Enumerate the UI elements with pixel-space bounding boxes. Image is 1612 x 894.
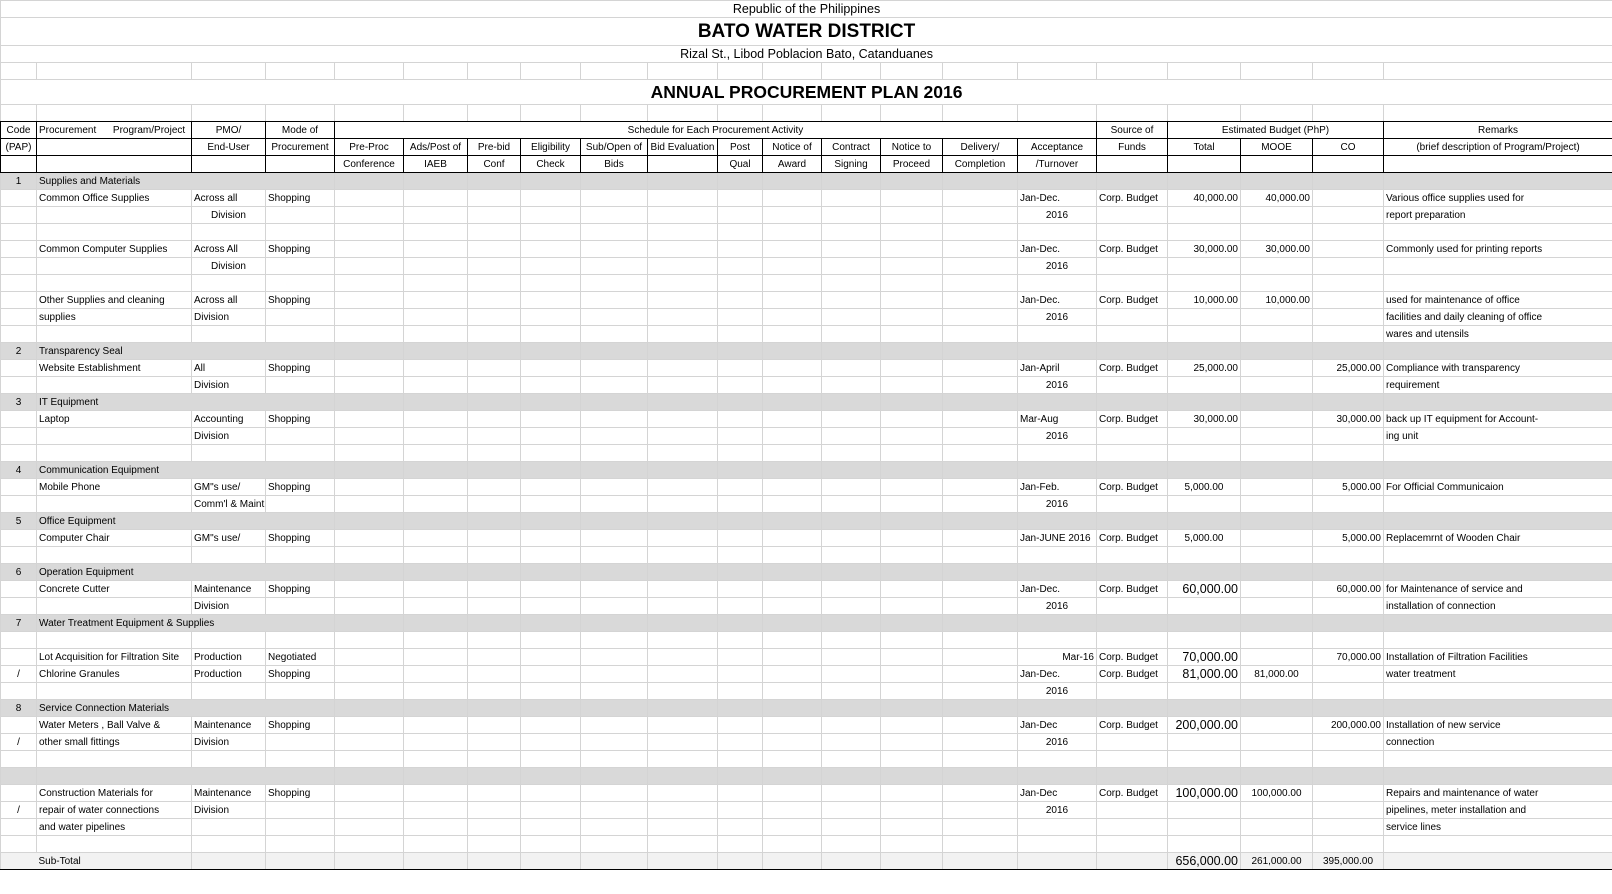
subtotal-row xyxy=(1,853,1612,870)
col-budget: Estimated Budget (PhP) xyxy=(1168,122,1384,139)
item-total: 40,000.00 xyxy=(1168,190,1241,207)
item-pmo: Maintenance xyxy=(192,785,266,802)
item-remarks-2: ing unit xyxy=(1384,428,1612,445)
item-remarks: water treatment xyxy=(1384,666,1612,683)
item-pmo-2: Division xyxy=(192,377,266,394)
item-acceptance-2: 2016 xyxy=(1018,734,1097,751)
table-row xyxy=(1,581,1612,598)
item-total: 30,000.00 xyxy=(1168,411,1241,428)
category-label: Supplies and Materials xyxy=(37,173,335,190)
item-mooe: 40,000.00 xyxy=(1241,190,1313,207)
table-row xyxy=(1,360,1612,377)
item-co: 25,000.00 xyxy=(1313,360,1384,377)
item-name: Water Meters , Ball Valve & xyxy=(37,717,192,734)
item-name: Laptop xyxy=(37,411,192,428)
item-source: Corp. Budget xyxy=(1097,411,1168,428)
subtotal-co: 395,000.00 xyxy=(1313,853,1384,870)
col-source: Source of xyxy=(1097,122,1168,139)
item-remarks: Installation of Filtration Facilities xyxy=(1384,649,1612,666)
item-name: Chlorine Granules xyxy=(37,666,192,683)
item-mode: Shopping xyxy=(266,785,335,802)
item-pmo-2: Division xyxy=(192,258,266,275)
item-remarks: For Official Communicaion xyxy=(1384,479,1612,496)
category-row xyxy=(1,394,1612,411)
item-co: 5,000.00 xyxy=(1313,479,1384,496)
item-mode: Shopping xyxy=(266,360,335,377)
item-mode: Shopping xyxy=(266,717,335,734)
item-acceptance-2: 2016 xyxy=(1018,496,1097,513)
category-label: Transparency Seal xyxy=(37,343,335,360)
col-code-sub: (PAP) xyxy=(1,139,37,156)
item-acceptance-2: 2016 xyxy=(1018,207,1097,224)
category-code: 6 xyxy=(1,564,37,581)
item-acceptance-2: 2016 xyxy=(1018,309,1097,326)
item-acceptance: Jan-April xyxy=(1018,360,1097,377)
col-preproc-sub: Conference xyxy=(335,156,404,173)
item-remarks-3: service lines xyxy=(1384,819,1612,836)
category-row xyxy=(1,564,1612,581)
item-name: Computer Chair xyxy=(37,530,192,547)
item-acceptance-2: 2016 xyxy=(1018,598,1097,615)
item-pmo: Production xyxy=(192,666,266,683)
col-remarks: Remarks xyxy=(1384,122,1612,139)
item-remarks: used for maintenance of office xyxy=(1384,292,1612,309)
item-remarks-2: report preparation xyxy=(1384,207,1612,224)
item-co: 5,000.00 xyxy=(1313,530,1384,547)
item-mode: Negotiated xyxy=(266,649,335,666)
category-code: 4 xyxy=(1,462,37,479)
item-acceptance-2: 2016 xyxy=(1018,258,1097,275)
item-acceptance-2: 2016 xyxy=(1018,683,1097,700)
category-label: Water Treatment Equipment & Supplies xyxy=(37,615,335,632)
item-mode: Shopping xyxy=(266,292,335,309)
item-mooe: 81,000.00 xyxy=(1241,666,1313,683)
col-preproc: Pre-Proc xyxy=(335,139,404,156)
item-source: Corp. Budget xyxy=(1097,581,1168,598)
table-row xyxy=(1,190,1612,207)
subtotal-total: 656,000.00 xyxy=(1168,853,1241,870)
item-name-2: supplies xyxy=(37,309,192,326)
col-pmo-sub: End-User xyxy=(192,139,266,156)
col-mooe: MOOE xyxy=(1241,139,1313,156)
item-mode: Shopping xyxy=(266,581,335,598)
item-source: Corp. Budget xyxy=(1097,241,1168,258)
category-code: 7 xyxy=(1,615,37,632)
item-remarks: Installation of new service xyxy=(1384,717,1612,734)
plan-title: ANNUAL PROCUREMENT PLAN 2016 xyxy=(1,80,1612,105)
item-co: 200,000.00 xyxy=(1313,717,1384,734)
col-eligibility-sub: Check xyxy=(521,156,581,173)
col-acceptance: Acceptance xyxy=(1018,139,1097,156)
col-mode-sub: Procurement xyxy=(266,139,335,156)
item-code: / xyxy=(1,802,37,819)
item-remarks: Repairs and maintenance of water xyxy=(1384,785,1612,802)
col-code: Code xyxy=(1,122,37,139)
category-code: 5 xyxy=(1,513,37,530)
col-source-sub: Funds xyxy=(1097,139,1168,156)
item-name: Website Establishment xyxy=(37,360,192,377)
item-code: / xyxy=(1,666,37,683)
item-total: 70,000.00 xyxy=(1168,649,1241,666)
item-acceptance: Jan-Dec. xyxy=(1018,292,1097,309)
category-row xyxy=(1,343,1612,360)
item-source: Corp. Budget xyxy=(1097,530,1168,547)
item-co: 70,000.00 xyxy=(1313,649,1384,666)
col-acceptance-sub: /Turnover xyxy=(1018,156,1097,173)
item-pmo: All xyxy=(192,360,266,377)
table-row xyxy=(1,717,1612,734)
item-name: Common Office Supplies xyxy=(37,190,192,207)
col-delivery: Delivery/ xyxy=(943,139,1018,156)
item-pmo: Across all xyxy=(192,190,266,207)
item-remarks: Commonly used for printing reports xyxy=(1384,241,1612,258)
table-row xyxy=(1,530,1612,547)
col-pmo: PMO/ xyxy=(192,122,266,139)
item-acceptance: Jan-Dec xyxy=(1018,717,1097,734)
republic-line: Republic of the Philippines xyxy=(1,1,1612,18)
item-name: Concrete Cutter xyxy=(37,581,192,598)
item-pmo-2: Division xyxy=(192,734,266,751)
item-remarks: Various office supplies used for xyxy=(1384,190,1612,207)
item-name-2: repair of water connections xyxy=(37,802,192,819)
item-total: 200,000.00 xyxy=(1168,717,1241,734)
item-total: 30,000.00 xyxy=(1168,241,1241,258)
item-mooe: 100,000.00 xyxy=(1241,785,1313,802)
item-co: 30,000.00 xyxy=(1313,411,1384,428)
item-mode: Shopping xyxy=(266,479,335,496)
col-contract-sub: Signing xyxy=(822,156,881,173)
col-noa-sub: Award xyxy=(763,156,822,173)
col-program: Procurement Program/Project xyxy=(37,122,192,139)
col-delivery-sub: Completion xyxy=(943,156,1018,173)
item-remarks-2: requirement xyxy=(1384,377,1612,394)
item-acceptance: Jan-Dec. xyxy=(1018,581,1097,598)
item-mooe: 10,000.00 xyxy=(1241,292,1313,309)
table-row xyxy=(1,479,1612,496)
item-name: Construction Materials for xyxy=(37,785,192,802)
item-remarks: for Maintenance of service and xyxy=(1384,581,1612,598)
item-acceptance: Mar-Aug xyxy=(1018,411,1097,428)
col-mode: Mode of xyxy=(266,122,335,139)
item-pmo-2: Division xyxy=(192,207,266,224)
item-mode: Shopping xyxy=(266,190,335,207)
item-remarks-3: wares and utensils xyxy=(1384,326,1612,343)
item-total: 100,000.00 xyxy=(1168,785,1241,802)
item-source: Corp. Budget xyxy=(1097,666,1168,683)
col-postqual: Post xyxy=(718,139,763,156)
category-label: Office Equipment xyxy=(37,513,335,530)
category-row xyxy=(1,615,1612,632)
table-row xyxy=(1,785,1612,802)
category-code: 3 xyxy=(1,394,37,411)
item-source: Corp. Budget xyxy=(1097,479,1168,496)
table-row xyxy=(1,666,1612,683)
item-remarks: Replacemrnt of Wooden Chair xyxy=(1384,530,1612,547)
item-name: Mobile Phone xyxy=(37,479,192,496)
col-co: CO xyxy=(1313,139,1384,156)
item-acceptance: Jan-Dec. xyxy=(1018,666,1097,683)
col-schedule: Schedule for Each Procurement Activity xyxy=(335,122,1097,139)
col-total: Total xyxy=(1168,139,1241,156)
item-pmo: Maintenance xyxy=(192,717,266,734)
item-total: 10,000.00 xyxy=(1168,292,1241,309)
item-mode: Shopping xyxy=(266,666,335,683)
category-row xyxy=(1,700,1612,717)
item-name: Common Computer Supplies xyxy=(37,241,192,258)
col-remarks-sub: (brief description of Program/Project) xyxy=(1384,139,1612,156)
category-code: 8 xyxy=(1,700,37,717)
item-pmo-2: Division xyxy=(192,309,266,326)
item-pmo-2: Division xyxy=(192,802,266,819)
subtotal-mooe: 261,000.00 xyxy=(1241,853,1313,870)
item-total: 5,000.00 xyxy=(1168,530,1241,547)
category-label: Service Connection Materials xyxy=(37,700,335,717)
category-row xyxy=(1,462,1612,479)
item-source: Corp. Budget xyxy=(1097,190,1168,207)
item-name-2: other small fittings xyxy=(37,734,192,751)
category-label: Communication Equipment xyxy=(37,462,335,479)
item-pmo: GM"s use/ xyxy=(192,530,266,547)
category-code: 1 xyxy=(1,173,37,190)
item-mode: Shopping xyxy=(266,411,335,428)
table-row xyxy=(1,411,1612,428)
item-total: 60,000.00 xyxy=(1168,581,1241,598)
item-remarks: back up IT equipment for Account- xyxy=(1384,411,1612,428)
col-subopen-sub: Bids xyxy=(581,156,648,173)
item-acceptance: Jan-Dec. xyxy=(1018,241,1097,258)
item-pmo: Accounting xyxy=(192,411,266,428)
col-ads: Ads/Post of xyxy=(404,139,468,156)
item-pmo: Maintenance xyxy=(192,581,266,598)
item-acceptance-2: 2016 xyxy=(1018,377,1097,394)
item-source: Corp. Budget xyxy=(1097,292,1168,309)
item-total: 25,000.00 xyxy=(1168,360,1241,377)
col-contract: Contract xyxy=(822,139,881,156)
item-acceptance-2: 2016 xyxy=(1018,428,1097,445)
item-code: / xyxy=(1,734,37,751)
item-acceptance: Jan-JUNE 2016 xyxy=(1018,530,1097,547)
col-prebid: Pre-bid xyxy=(468,139,521,156)
district-name: BATO WATER DISTRICT xyxy=(1,18,1612,46)
item-acceptance-2: 2016 xyxy=(1018,802,1097,819)
item-acceptance: Jan-Feb. xyxy=(1018,479,1097,496)
table-row xyxy=(1,649,1612,666)
item-remarks: Compliance with transparency xyxy=(1384,360,1612,377)
item-mode: Shopping xyxy=(266,530,335,547)
item-pmo-2: Division xyxy=(192,428,266,445)
col-postqual-sub: Qual xyxy=(718,156,763,173)
item-remarks-2: installation of connection xyxy=(1384,598,1612,615)
col-noa: Notice of xyxy=(763,139,822,156)
category-label: IT Equipment xyxy=(37,394,335,411)
item-name: Lot Acquisition for Filtration Site xyxy=(37,649,192,666)
category-row xyxy=(1,513,1612,530)
item-source: Corp. Budget xyxy=(1097,717,1168,734)
subtotal-label: Sub-Total xyxy=(37,853,192,870)
category-code: 2 xyxy=(1,343,37,360)
item-total: 81,000.00 xyxy=(1168,666,1241,683)
item-pmo-2: Comm'l & Maint xyxy=(192,496,266,513)
category-label: Operation Equipment xyxy=(37,564,335,581)
col-ntp-sub: Proceed xyxy=(881,156,943,173)
item-pmo: Across All xyxy=(192,241,266,258)
item-source: Corp. Budget xyxy=(1097,649,1168,666)
col-eligibility: Eligibility xyxy=(521,139,581,156)
item-pmo: GM"s use/ xyxy=(192,479,266,496)
item-name: Other Supplies and cleaning xyxy=(37,292,192,309)
table-row xyxy=(1,241,1612,258)
item-remarks-2: connection xyxy=(1384,734,1612,751)
item-remarks-2: pipelines, meter installation and xyxy=(1384,802,1612,819)
item-co: 60,000.00 xyxy=(1313,581,1384,598)
item-pmo: Production xyxy=(192,649,266,666)
item-source: Corp. Budget xyxy=(1097,785,1168,802)
item-mode: Shopping xyxy=(266,241,335,258)
item-mooe: 30,000.00 xyxy=(1241,241,1313,258)
item-remarks-2: facilities and daily cleaning of office xyxy=(1384,309,1612,326)
district-address: Rizal St., Libod Poblacion Bato, Catanduanes xyxy=(1,46,1612,63)
item-acceptance: Jan-Dec. xyxy=(1018,190,1097,207)
item-name-3: and water pipelines xyxy=(37,819,192,836)
item-acceptance: Mar-16 xyxy=(1018,649,1097,666)
category-row xyxy=(1,173,1612,190)
item-total: 5,000.00 xyxy=(1168,479,1241,496)
item-pmo-2: Division xyxy=(192,598,266,615)
col-prebid-sub: Conf xyxy=(468,156,521,173)
item-acceptance: Jan-Dec xyxy=(1018,785,1097,802)
col-ads-sub: IAEB xyxy=(404,156,468,173)
col-ntp: Notice to xyxy=(881,139,943,156)
col-bideval: Bid Evaluation xyxy=(648,139,718,156)
col-subopen: Sub/Open of xyxy=(581,139,648,156)
table-row xyxy=(1,292,1612,309)
item-pmo: Across all xyxy=(192,292,266,309)
item-source: Corp. Budget xyxy=(1097,360,1168,377)
